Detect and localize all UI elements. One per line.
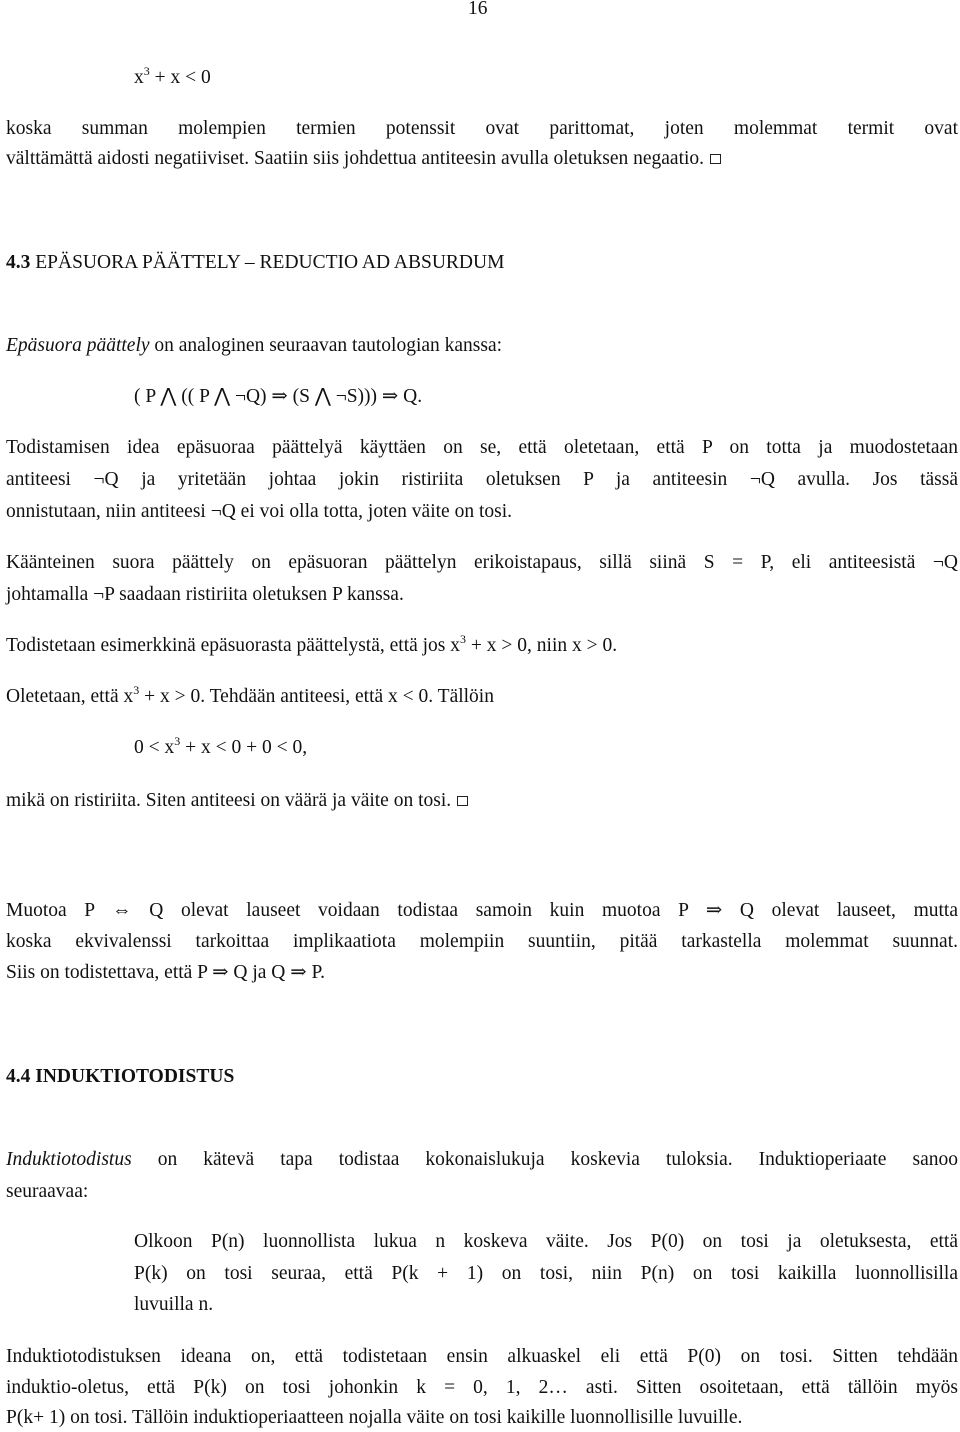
section-number: 4.3	[6, 252, 31, 273]
assumption-pre: Oletetaan, että x	[6, 686, 134, 707]
paragraph-text: on kätevä tapa todistaa kokonaislukuja koskevia tuloksia. Induktioperiaate sanoo	[131, 1149, 958, 1170]
formula-post: + x < 0 + 0 < 0,	[180, 737, 308, 758]
principle-line: luvuilla n.	[134, 1294, 214, 1315]
example-pre: Todistetaan esimerkkinä epäsuorasta päättelystä, että jos x	[6, 635, 461, 656]
assumption-post: + x > 0. Tehdään antiteesi, että x < 0. Tällöin	[139, 686, 494, 707]
section-number: 4.4	[6, 1066, 31, 1087]
intro-text: on analoginen seuraavan tautologian kanssa:	[149, 335, 503, 356]
formula-pre: 0 < x	[134, 737, 175, 758]
paragraph-line	[6, 1148, 958, 1172]
paragraph-line: induktio-oletus, että P(k) on tosi johonkin k = 0, 1, 2… asti. Sitten osoitetaan, että tällöin myös	[6, 1377, 958, 1398]
paragraph-line: P(k+ 1) on tosi. Tällöin induktioperiaatteen nojalla väite on tosi kaikille luonnollisille luvuille.	[6, 1407, 743, 1428]
paragraph-line: Käänteinen suora päättely on epäsuoran päättelyn erikoistapaus, sillä siinä S = P, eli antiteesistä ¬Q	[6, 552, 958, 573]
section-title: EPÄSUORA PÄÄTTELY – REDUCTIO AD ABSURDUM	[30, 252, 505, 273]
paragraph-line: Todistamisen idea epäsuoraa päättelyä käyttäen on se, että oletetaan, että P on totta ja muodostetaan	[6, 437, 958, 458]
inequality-line	[134, 66, 211, 90]
paragraph-line: antiteesi ¬Q ja yritetään johtaa jokin ristiriita oletuksen P ja antiteesin ¬Q avulla. Jos tässä	[6, 469, 958, 490]
example-exponent: 3	[460, 632, 467, 646]
intro-line	[6, 334, 502, 358]
principle-line: Olkoon P(n) luonnollista lukua n koskeva väite. Jos P(0) on tosi ja oletuksesta, että	[134, 1231, 958, 1252]
paragraph-line: Induktiotodistuksen ideana on, että todistetaan ensin alkuaskel eli että P(0) on tosi. Sitten tehdään	[6, 1346, 958, 1367]
paragraph-line-qed	[6, 147, 721, 171]
paragraph-text: välttämättä aidosti negatiiviset. Saatiin siis johdettua antiteesin avulla oletuksen negaatio.	[6, 148, 705, 169]
paragraph-line: onnistutaan, niin antiteesi ¬Q ei voi olla totta, joten väite on tosi.	[6, 501, 512, 522]
formula-exponent: 3	[174, 734, 181, 748]
paragraph-line: koska summan molempien termien potenssit ovat parittomat, joten molemmat termit ovat	[6, 118, 958, 139]
page-number: 16	[468, 0, 488, 19]
section-heading-4-3	[6, 251, 504, 275]
inequality-post: + x < 0	[149, 67, 211, 88]
inequality-pre: x	[134, 67, 144, 88]
paragraph-line: Muotoa P ⇔ Q olevat lauseet voidaan todistaa samoin kuin muotoa P ⇒ Q olevat lauseet, mutta	[6, 900, 958, 921]
paragraph-line: Siis on todistettava, että P ⇒ Q ja Q ⇒ P.	[6, 962, 326, 983]
section-title: INDUKTIOTODISTUS	[30, 1066, 235, 1087]
induction-term: Induktiotodistus	[6, 1149, 132, 1170]
paragraph-line: koska ekvivalenssi tarkoittaa implikaatiota molempiin suuntiin, pitää tarkastella molemmat suunnat.	[6, 931, 958, 952]
conclusion-line	[6, 789, 468, 813]
qed-square-icon	[710, 154, 721, 164]
qed-square-icon	[457, 796, 468, 806]
example-post: + x > 0, niin x > 0.	[466, 635, 618, 656]
assumption-exponent: 3	[133, 683, 140, 697]
example-statement	[6, 634, 617, 658]
paragraph-line: johtamalla ¬P saadaan ristiriita oletuksen P kanssa.	[6, 584, 404, 605]
assumption-line	[6, 685, 494, 709]
intro-term: Epäsuora päättely	[6, 335, 150, 356]
principle-line: P(k) on tosi seuraa, että P(k + 1) on tosi, niin P(n) on tosi kaikilla luonnollisilla	[134, 1263, 958, 1284]
paragraph-line: seuraavaa:	[6, 1181, 89, 1202]
section-heading-4-4	[6, 1065, 234, 1089]
conclusion-text: mikä on ristiriita. Siten antiteesi on väärä ja väite on tosi.	[6, 790, 452, 811]
contradiction-formula	[134, 736, 307, 760]
inequality-exponent: 3	[143, 64, 150, 78]
tautology-formula: ( P ⋀ (( P ⋀ ¬Q) ⇒ (S ⋀ ¬S))) ⇒ Q.	[134, 386, 423, 407]
